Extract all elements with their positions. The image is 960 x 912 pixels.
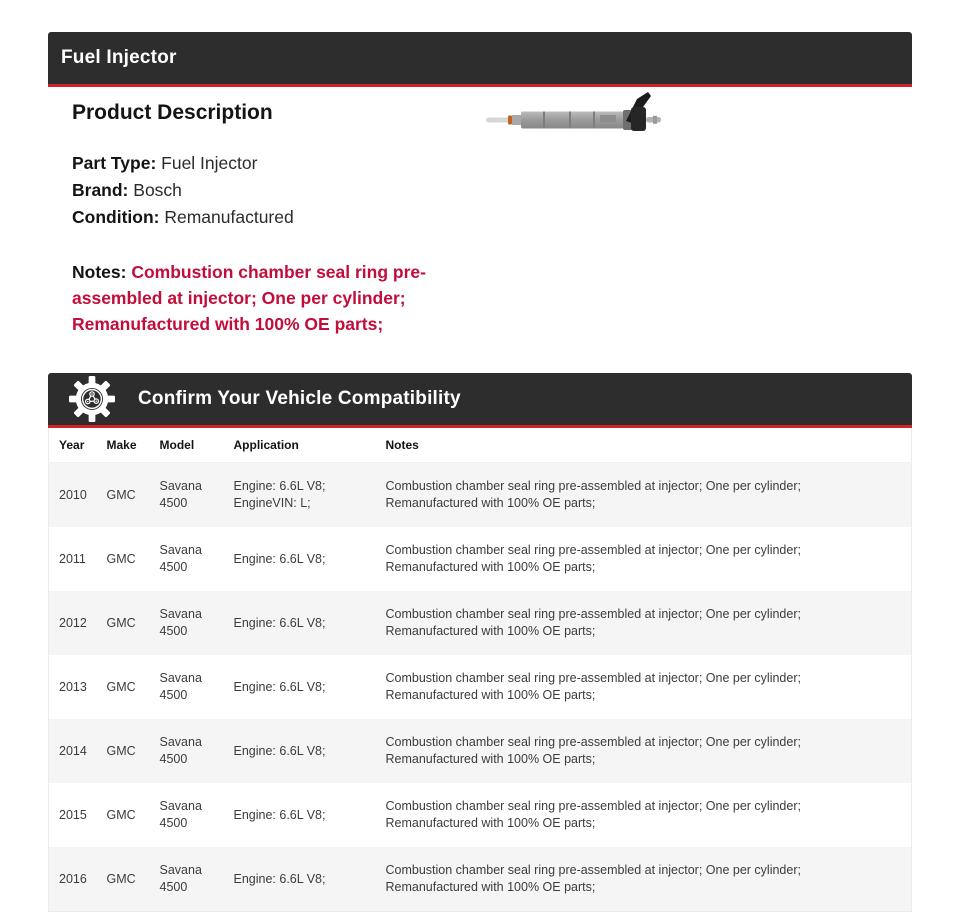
column-header-model: Model bbox=[150, 428, 224, 463]
cell-notes: Combustion chamber seal ring pre-assembled at injector; One per cylinder; Remanufactured with 100% OE parts; bbox=[385, 479, 801, 510]
product-title-bar bbox=[48, 32, 912, 87]
spec-condition-label: Condition: bbox=[72, 207, 160, 227]
cell-notes: Combustion chamber seal ring pre-assembled at injector; One per cylinder; Remanufactured with 100% OE parts; bbox=[385, 863, 801, 894]
table-row bbox=[49, 783, 912, 847]
cell-notes: Combustion chamber seal ring pre-assembled at injector; One per cylinder; Remanufactured with 100% OE parts; bbox=[385, 735, 801, 766]
cell-model: Savana 4500 bbox=[159, 863, 202, 894]
spec-condition-value: Remanufactured bbox=[164, 207, 294, 227]
cell-year: 2011 bbox=[59, 551, 86, 566]
cell-notes: Combustion chamber seal ring pre-assembled at injector; One per cylinder; Remanufactured with 100% OE parts; bbox=[385, 799, 801, 830]
column-header-application: Application bbox=[224, 428, 376, 463]
cell-year: 2014 bbox=[59, 743, 87, 758]
product-description-section bbox=[48, 87, 912, 337]
column-header-notes: Notes bbox=[376, 428, 912, 463]
cell-make: GMC bbox=[106, 615, 136, 630]
spec-part-type-value: Fuel Injector bbox=[161, 153, 258, 173]
cell-application: Engine: 6.6L V8; EngineVIN: L; bbox=[233, 479, 326, 510]
table-row bbox=[49, 847, 912, 912]
table-row bbox=[49, 655, 912, 719]
cell-model: Savana 4500 bbox=[159, 799, 202, 830]
cell-year: 2013 bbox=[59, 679, 87, 694]
notes-label: Notes: bbox=[72, 262, 127, 282]
compatibility-title: Confirm Your Vehicle Compatibility bbox=[138, 388, 461, 409]
compatibility-header-bar bbox=[48, 373, 912, 428]
cell-year: 2010 bbox=[59, 487, 87, 502]
table-row bbox=[49, 591, 912, 655]
spec-part-type-label: Part Type: bbox=[72, 153, 157, 173]
fuel-injector-photo bbox=[485, 91, 663, 152]
cell-make: GMC bbox=[106, 487, 136, 502]
cell-make: GMC bbox=[106, 679, 136, 694]
compatibility-table-header bbox=[49, 428, 912, 463]
cell-model: Savana 4500 bbox=[159, 735, 202, 766]
cell-make: GMC bbox=[106, 551, 136, 566]
cell-model: Savana 4500 bbox=[159, 543, 202, 574]
gear-engine-icon bbox=[69, 376, 115, 422]
cell-application: Engine: 6.6L V8; bbox=[233, 871, 326, 886]
spec-brand bbox=[72, 177, 912, 204]
column-header-make: Make bbox=[97, 428, 150, 463]
notes-value: Combustion chamber seal ring pre-assembled at injector; One per cylinder; Remanufactured with 100% OE parts; bbox=[72, 262, 426, 334]
cell-application: Engine: 6.6L V8; bbox=[233, 615, 326, 630]
cell-make: GMC bbox=[106, 807, 136, 822]
cell-make: GMC bbox=[106, 871, 136, 886]
table-row bbox=[49, 463, 912, 528]
compatibility-table bbox=[48, 428, 912, 912]
table-row bbox=[49, 719, 912, 783]
cell-notes: Combustion chamber seal ring pre-assembled at injector; One per cylinder; Remanufactured with 100% OE parts; bbox=[385, 671, 801, 702]
product-specs bbox=[72, 150, 912, 231]
cell-application: Engine: 6.6L V8; bbox=[233, 551, 326, 566]
cell-notes: Combustion chamber seal ring pre-assembled at injector; One per cylinder; Remanufactured with 100% OE parts; bbox=[385, 607, 801, 638]
spec-part-type bbox=[72, 150, 912, 177]
product-title: Fuel Injector bbox=[61, 47, 177, 68]
table-row bbox=[49, 527, 912, 591]
cell-year: 2016 bbox=[59, 871, 87, 886]
cell-application: Engine: 6.6L V8; bbox=[233, 743, 326, 758]
spec-brand-value: Bosch bbox=[133, 180, 182, 200]
cell-make: GMC bbox=[106, 743, 136, 758]
cell-application: Engine: 6.6L V8; bbox=[233, 679, 326, 694]
spec-brand-label: Brand: bbox=[72, 180, 129, 200]
cell-year: 2012 bbox=[59, 615, 87, 630]
cell-model: Savana 4500 bbox=[159, 671, 202, 702]
section-title-product-description: Product Description bbox=[72, 101, 273, 124]
cell-model: Savana 4500 bbox=[159, 479, 202, 510]
column-header-year: Year bbox=[49, 428, 97, 463]
cell-application: Engine: 6.6L V8; bbox=[233, 807, 326, 822]
spec-condition bbox=[72, 204, 912, 231]
product-listing-page bbox=[0, 32, 960, 905]
cell-year: 2015 bbox=[59, 807, 87, 822]
cell-notes: Combustion chamber seal ring pre-assembled at injector; One per cylinder; Remanufactured with 100% OE parts; bbox=[385, 543, 801, 574]
cell-model: Savana 4500 bbox=[159, 607, 202, 638]
product-notes bbox=[72, 259, 474, 337]
